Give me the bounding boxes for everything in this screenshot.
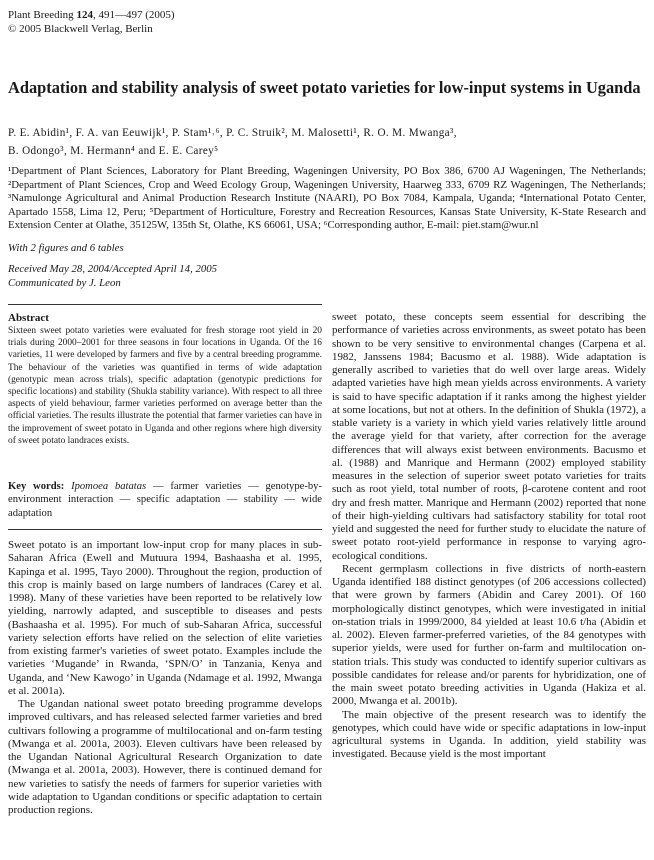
keyword-list: — farmer varieties — genotype-by-environment interaction — specific adaptation — stability — wide adaptation: [8, 481, 322, 519]
journal-name: Plant Breeding: [8, 9, 74, 21]
journal-header: [8, 8, 175, 36]
copyright-line: © 2005 Blackwell Verlag, Berlin: [8, 23, 153, 35]
body-column-right: [332, 311, 646, 860]
abstract-text: Sixteen sweet potato varieties were evaluated for fresh storage root yield in 20 trials during 2000–2001 for three seasons in four locations in Uganda. Of the 16 varieties, 11 were developed by farmers and five by a central breeding programme. The behaviour of the varieties was quantified in terms of wide adaptation (genotypic mean across trials), specific adaptation (genotypic predictions for specific locations) and stability (Shukla stability variance). With respect to all three aspects of yield behaviour, farmer varieties performed on average better than the official varieties. The results illustrate the potential that farmer varieties can have in the improvement of sweet potato in Uganda and other regions where high diversity of sweet potato landraces exists.: [8, 326, 322, 446]
abstract-bottom-rule: [8, 529, 322, 530]
affiliations: ¹Department of Plant Sciences, Laboratory for Plant Breeding, Wageningen University, PO Box 386, 6700 AJ Wageningen, The Netherlands; ²Department of Plant Sciences, Crop and Weed Ecology Group, Wageningen University, Haarweg 333, 6709 RZ Wageningen, The Netherlands; ³Namulonge Agricultural and Animal Production Research Institute (NAARI), PO Box 7084, Kampala, Uganda; ⁴International Potato Center, Apartado 1558, Lima 12, Peru; ⁵Department of Horticulture, Forestry and Recreation Resources, Kansas State University, K-State Research and Extension Center at Olathe, 35125W, 135th St, Olathe, KS 66061, USA; ⁶Corresponding author, E-mail: piet.stam@wur.nl: [8, 165, 646, 232]
body-paragraph: The Ugandan national sweet potato breeding programme develops improved cultivars, and has released selected farmer varieties and bred cultivars following a programme of multilocational and on-farm testing (Mwanga et al. 2001a, 2003). Eleven cultivars have been released by the Ugandan National Agricultural Research Organization to date (Mwanga et al. 2001a, 2003). However, there is continued demand for new varieties to satisfy the needs of farmers for superior varieties with wide adaptation to Ugandan conditions or specific adaptation to certain production regions.: [8, 698, 322, 816]
figures-note: With 2 figures and 6 tables: [8, 242, 124, 254]
keyword-species: Ipomoea batatas: [71, 481, 147, 492]
body-paragraph: The main objective of the present research was to identify the genotypes, which could have wide or specific adaptations in low-input agricultural systems in Uganda. In addition, yield stability was investigated. Because yield is the most important: [332, 708, 646, 761]
author-line: P. E. Abidin¹, F. A. van Eeuwijk¹, P. Stam¹˒⁶, P. C. Struik², M. Malosetti¹, R. O. M. Mwanga³,: [8, 127, 457, 139]
journal-volume: 124: [76, 9, 93, 21]
received-dates: Received May 28, 2004/Accepted April 14, 2005: [8, 263, 218, 275]
keywords: [8, 480, 322, 520]
abstract-heading: Abstract: [8, 312, 49, 324]
keywords-label: Key words:: [8, 481, 65, 492]
citation-line: [8, 8, 175, 22]
journal-pages: , 491—497 (2005): [92, 9, 175, 21]
body-paragraph: sweet potato, these concepts seem essential for describing the performance of varieties across environments, as sweet potato has been shown to be very sensitive to environmental changes (Carpena et al. 1982, Janssens 1984; Bacusmo et al. 1988). Wide adaptation is generally ascribed to varieties that do well over large areas. Widely adapted varieties have high mean yields across environments. A variety is said to have specific adaptation if it ranks among the highest yielder at some locations, but not at others. In the definition of Shukla (1972), a stable variety is a variety in which yield varies relatively little around the average yield for that variety, after correction for the average differences that will always exist between environments. Bacusmo et al. (1988) and Manrique and Hermann (2002) employed stability measures in the selection of superior sweet potato varieties for traits such as root yield, total number of roots, β-carotene content and root dry and fresh matter. Manrique and Hermann (2002) reported that none of their high-yielding cultivars had satisfactory stability for total root yield and suggested the need for further study to elucidate the nature of sweet potato root-yield performance in response to varying agro-ecological conditions.: [332, 311, 646, 562]
body-column-left: [8, 539, 322, 860]
abstract-top-rule: [8, 304, 322, 305]
article-title: Adaptation and stability analysis of sweet potato varieties for low-input systems in Uganda: [8, 78, 641, 97]
body-paragraph: Sweet potato is an important low-input crop for many places in sub-Saharan Africa (Ewell and Mutuura 1994, Bashaasha et al. 1995, Kapinga et al. 1995, Tayo 2000). Throughout the region, production of this crop is mainly based on large numbers of landraces (Carey et al. 1998). Many of these varieties have been reported to be relatively low yielding, narrowly adapted, and susceptible to diseases and pests (Bashaasha et al. 1995). For much of sub-Saharan Africa, successful variety selection efforts have relied on the selection of elite varieties from existing farmer's varieties of sweet potato. Examples include the varieties ‘Mugande’ in Rwanda, ‘SPN/O’ in Tanzania, Kenya and Uganda, and ‘New Kawogo’ in Uganda (Ndamage et al. 1992, Mwanga et al. 2001a).: [8, 539, 322, 697]
author-list: [8, 124, 644, 160]
communicated-by: Communicated by J. Leon: [8, 277, 121, 289]
body-paragraph: Recent germplasm collections in five districts of north-eastern Uganda identified 188 distinct genotypes (of 206 accessions collected) that were grown by farmers (Abidin and Carey 2001). Of 160 morphologically distinct genotypes, which were investigated in initial on-station trials in 1999/2000, 84 yielded at least 10.6 t/ha (Abidin et al. 2002). Eleven farmer-preferred varieties, of the 84 genotypes with superior yields, were used for further on-farm and multilocation on-station trials. This study was conducted to identify superior cultivars as possible candidates for release and/or parents for hybridization, one of the main sweet potato breeding activities in Uganda (Hakiza et al. 2000, Mwanga et al. 2001b).: [332, 562, 646, 708]
author-line: B. Odongo³, M. Hermann⁴ and E. E. Carey⁵: [8, 145, 219, 157]
